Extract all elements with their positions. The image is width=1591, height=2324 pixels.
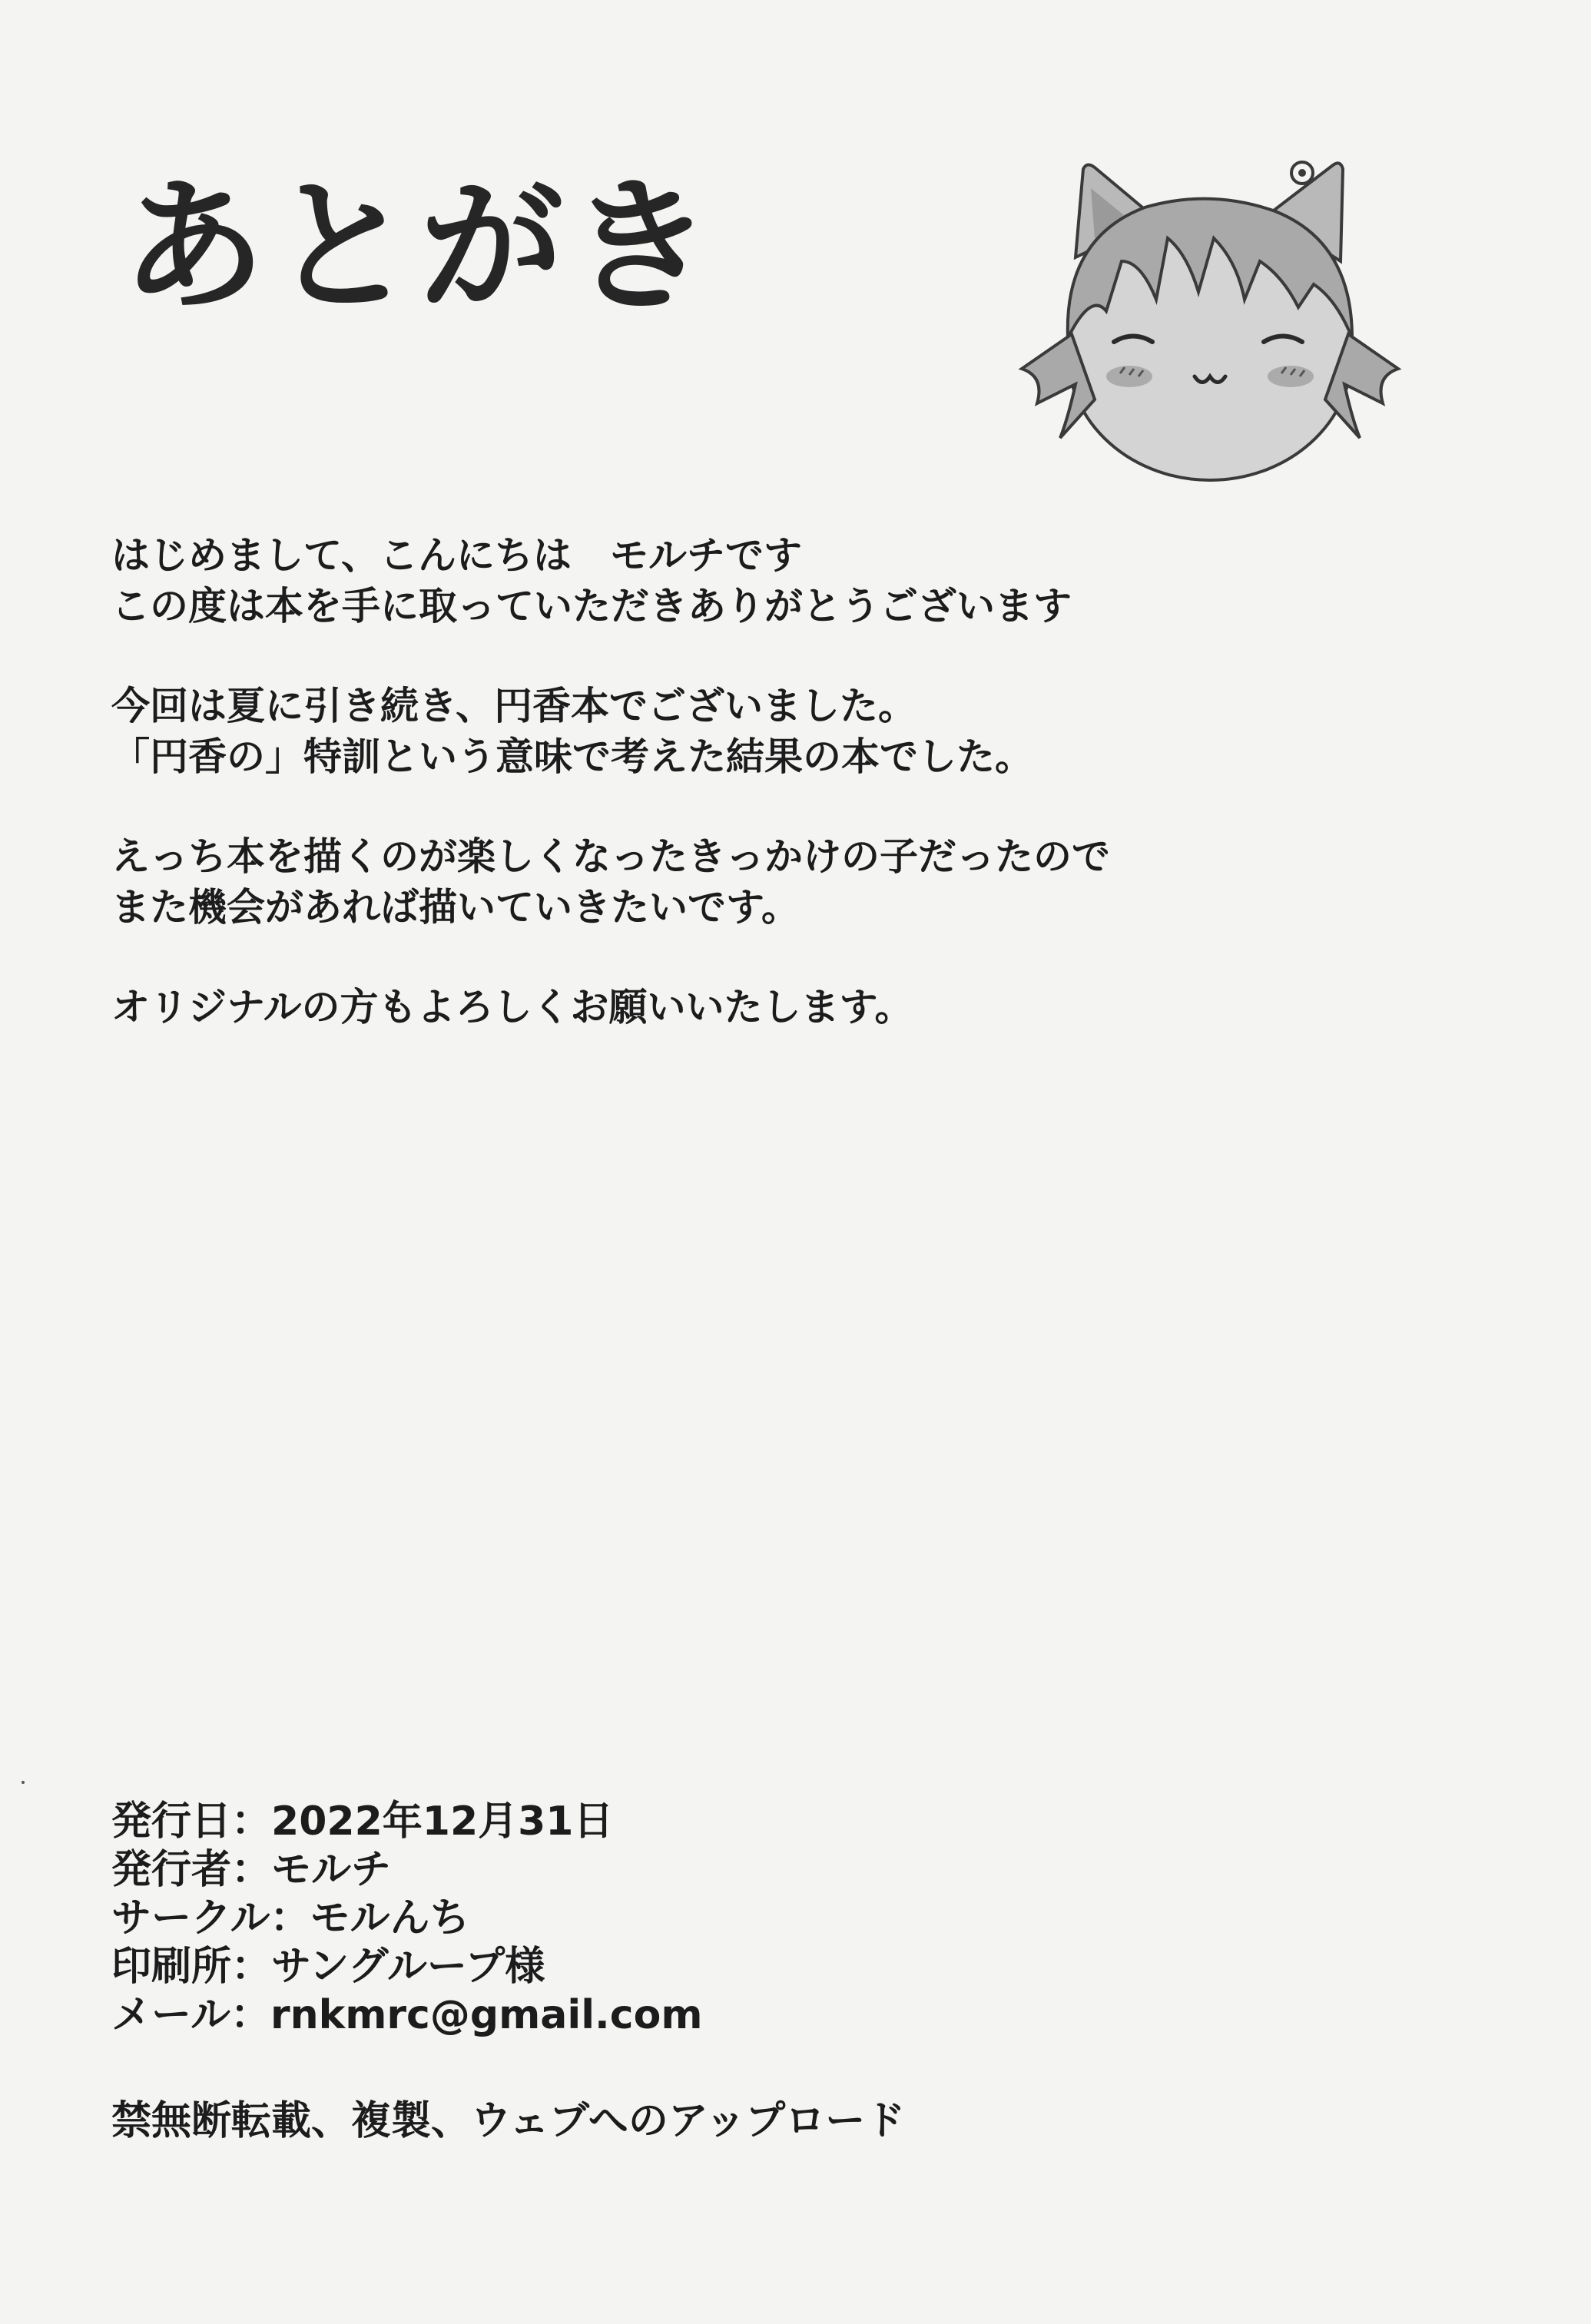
cat-eared-girl-face-icon (991, 146, 1421, 499)
text-line: また機会があれば描いていきたいです。 (111, 885, 800, 930)
colophon-value: 2022年12月31日 (271, 1799, 614, 1845)
colophon-value: サングループ様 (271, 1944, 545, 1990)
text-line: 今回は夏に引き続き、円香本でございました。 (111, 684, 916, 728)
paragraph-motivation (111, 831, 1417, 933)
colophon-row-circle (111, 1895, 703, 1943)
text-line: はじめまして、こんにちは モルチです (111, 533, 802, 578)
colophon-label: メール (111, 1992, 230, 2038)
colophon-label: 発行者 (111, 1847, 232, 1893)
paper-speck (22, 1781, 25, 1784)
colophon-row-publisher (111, 1846, 703, 1895)
colophon-separator: ： (231, 1799, 272, 1845)
paragraph-closing (111, 982, 1417, 1033)
text-line: この度は本を手に取っていただきありがとうございます (111, 584, 1072, 628)
colophon-separator: ： (231, 1944, 272, 1990)
colophon-row-printer (111, 1943, 703, 1991)
colophon-separator: ： (230, 1992, 270, 2038)
text-line: オリジナルの方もよろしくお願いいたします。 (111, 985, 913, 1029)
colophon-label: サークル (111, 1895, 270, 1941)
colophon-value: モルんち (310, 1895, 470, 1941)
colophon-row-email (111, 1991, 703, 2040)
afterword-body (111, 530, 1417, 1082)
page-title: あとがき (121, 163, 718, 331)
colophon (111, 1798, 703, 2040)
colophon-separator: ： (231, 1847, 272, 1893)
text-line: 「円香の」特訓という意味で考えた結果の本でした。 (111, 734, 1033, 779)
colophon-value: モルチ (271, 1847, 392, 1893)
email-value: rnkmrc@gmail.com (270, 1992, 703, 2038)
colophon-separator: ： (270, 1895, 310, 1941)
colophon-label: 印刷所 (111, 1944, 232, 1990)
colophon-label: 発行日 (111, 1799, 232, 1845)
copyright-notice: 禁無断転載、複製、ウェブへのアップロード (111, 2098, 906, 2144)
paragraph-book-theme (111, 681, 1417, 782)
text-line: えっち本を描くのが楽しくなったきっかけの子だったので (111, 834, 1110, 879)
colophon-row-date (111, 1798, 703, 1846)
paragraph-greeting (111, 530, 1417, 632)
